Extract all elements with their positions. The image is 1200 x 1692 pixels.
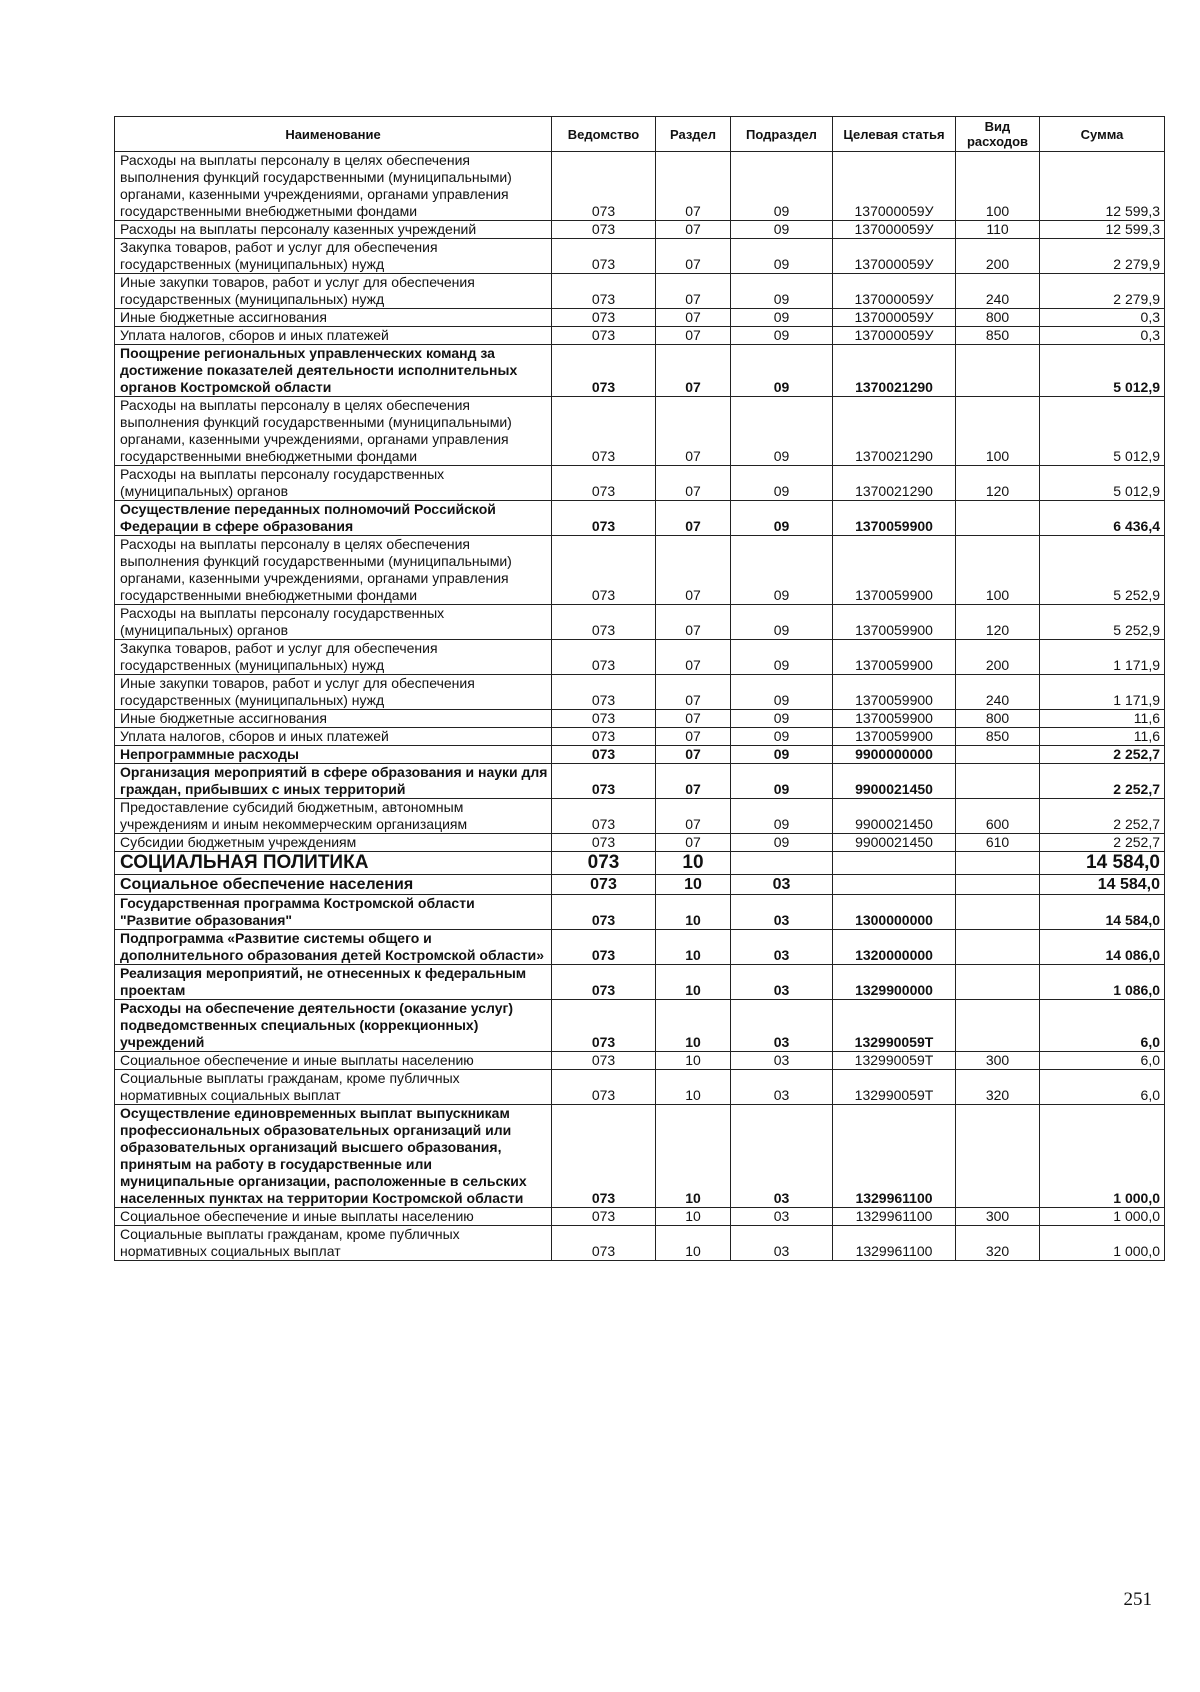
cell-name: Предоставление субсидий бюджетным, автономным учреждениям и иным некоммерческим организациям — [115, 799, 552, 834]
cell-podrazdel: 03 — [731, 1208, 833, 1226]
cell-razdel: 07 — [656, 710, 731, 728]
cell-vedomstvo: 073 — [552, 221, 656, 239]
cell-razdel: 07 — [656, 221, 731, 239]
cell-summa: 12 599,3 — [1040, 152, 1165, 221]
cell-vedomstvo: 073 — [552, 466, 656, 501]
cell-razdel: 07 — [656, 152, 731, 221]
cell-name: Расходы на выплаты персоналу государственных (муниципальных) органов — [115, 466, 552, 501]
table-row — [115, 501, 1165, 536]
header-name: Наименование — [115, 117, 552, 152]
cell-summa: 1 000,0 — [1040, 1226, 1165, 1261]
cell-vid-rashodov: 120 — [956, 466, 1040, 501]
table-row — [115, 536, 1165, 605]
cell-razdel: 07 — [656, 799, 731, 834]
cell-vid-rashodov — [956, 1000, 1040, 1052]
table-row — [115, 605, 1165, 640]
table-row — [115, 1070, 1165, 1105]
cell-celevaya-statya: 1370059900 — [833, 640, 956, 675]
cell-vid-rashodov — [956, 501, 1040, 536]
cell-summa: 6 436,4 — [1040, 501, 1165, 536]
table-row — [115, 152, 1165, 221]
cell-summa: 0,3 — [1040, 309, 1165, 327]
cell-name: Государственная программа Костромской области "Развитие образования" — [115, 895, 552, 930]
cell-name: Организация мероприятий в сфере образования и науки для граждан, прибывших с иных территорий — [115, 764, 552, 799]
cell-vedomstvo: 073 — [552, 930, 656, 965]
table-row — [115, 640, 1165, 675]
table-row — [115, 274, 1165, 309]
cell-name: Социальные выплаты гражданам, кроме публичных нормативных социальных выплат — [115, 1226, 552, 1261]
cell-name: Иные закупки товаров, работ и услуг для обеспечения государственных (муниципальных) нужд — [115, 274, 552, 309]
cell-summa: 6,0 — [1040, 1000, 1165, 1052]
cell-celevaya-statya: 9900021450 — [833, 799, 956, 834]
cell-podrazdel: 09 — [731, 764, 833, 799]
cell-razdel: 07 — [656, 345, 731, 397]
cell-name: Подпрограмма «Развитие системы общего и дополнительного образования детей Костромской области» — [115, 930, 552, 965]
cell-vid-rashodov: 110 — [956, 221, 1040, 239]
cell-razdel: 10 — [656, 1052, 731, 1070]
cell-summa: 5 252,9 — [1040, 536, 1165, 605]
cell-podrazdel: 09 — [731, 746, 833, 764]
table-row — [115, 309, 1165, 327]
cell-celevaya-statya: 137000059У — [833, 152, 956, 221]
cell-vedomstvo: 073 — [552, 274, 656, 309]
cell-celevaya-statya — [833, 875, 956, 895]
cell-vid-rashodov: 240 — [956, 675, 1040, 710]
table-row — [115, 746, 1165, 764]
cell-vedomstvo: 073 — [552, 1052, 656, 1070]
cell-vid-rashodov: 800 — [956, 710, 1040, 728]
cell-vid-rashodov: 240 — [956, 274, 1040, 309]
cell-vid-rashodov — [956, 1105, 1040, 1208]
cell-summa: 1 086,0 — [1040, 965, 1165, 1000]
cell-name: Расходы на выплаты персоналу государственных (муниципальных) органов — [115, 605, 552, 640]
cell-podrazdel: 03 — [731, 1000, 833, 1052]
cell-summa: 11,6 — [1040, 728, 1165, 746]
cell-name: Осуществление единовременных выплат выпускникам профессиональных образовательных организаций или образовательных организаций высшего образования, принятым на работу в государственные или муниципальные организации, расположенные в сельских населенных пунктах на территории Костромской области — [115, 1105, 552, 1208]
cell-name: Социальное обеспечение и иные выплаты населению — [115, 1208, 552, 1226]
cell-name: Закупка товаров, работ и услуг для обеспечения государственных (муниципальных) нужд — [115, 239, 552, 274]
cell-summa: 2 279,9 — [1040, 274, 1165, 309]
cell-vedomstvo: 073 — [552, 1208, 656, 1226]
cell-name: Субсидии бюджетным учреждениям — [115, 834, 552, 852]
cell-vid-rashodov: 120 — [956, 605, 1040, 640]
cell-name: Иные бюджетные ассигнования — [115, 710, 552, 728]
cell-podrazdel: 03 — [731, 895, 833, 930]
cell-name: Социальное обеспечение населения — [115, 875, 552, 895]
table-row — [115, 799, 1165, 834]
cell-celevaya-statya: 1300000000 — [833, 895, 956, 930]
cell-name: Поощрение региональных управленческих команд за достижение показателей деятельности исполнительных органов Костромской области — [115, 345, 552, 397]
cell-vedomstvo: 073 — [552, 239, 656, 274]
cell-vedomstvo: 073 — [552, 536, 656, 605]
table-row — [115, 1208, 1165, 1226]
cell-podrazdel: 09 — [731, 799, 833, 834]
cell-podrazdel: 09 — [731, 536, 833, 605]
cell-podrazdel: 03 — [731, 1226, 833, 1261]
table-row — [115, 834, 1165, 852]
cell-vedomstvo: 073 — [552, 799, 656, 834]
table-row — [115, 675, 1165, 710]
cell-razdel: 07 — [656, 640, 731, 675]
cell-summa: 11,6 — [1040, 710, 1165, 728]
cell-vid-rashodov — [956, 875, 1040, 895]
table-row — [115, 345, 1165, 397]
cell-vedomstvo: 073 — [552, 309, 656, 327]
cell-vedomstvo: 073 — [552, 501, 656, 536]
cell-name: Реализация мероприятий, не отнесенных к федеральным проектам — [115, 965, 552, 1000]
header-razdel: Раздел — [656, 117, 731, 152]
table-row — [115, 1226, 1165, 1261]
cell-name: Расходы на выплаты персоналу казенных учреждений — [115, 221, 552, 239]
cell-razdel: 10 — [656, 1226, 731, 1261]
cell-vid-rashodov: 850 — [956, 728, 1040, 746]
cell-summa: 5 012,9 — [1040, 466, 1165, 501]
cell-celevaya-statya: 132990059Т — [833, 1052, 956, 1070]
cell-razdel: 10 — [656, 965, 731, 1000]
table-row — [115, 1052, 1165, 1070]
cell-vid-rashodov: 800 — [956, 309, 1040, 327]
cell-celevaya-statya: 1370021290 — [833, 397, 956, 466]
cell-name: Иные бюджетные ассигнования — [115, 309, 552, 327]
cell-celevaya-statya — [833, 852, 956, 875]
cell-vedomstvo: 073 — [552, 605, 656, 640]
cell-razdel: 10 — [656, 930, 731, 965]
cell-podrazdel: 03 — [731, 1105, 833, 1208]
cell-vid-rashodov — [956, 852, 1040, 875]
cell-razdel: 10 — [656, 1208, 731, 1226]
table-row — [115, 965, 1165, 1000]
cell-vedomstvo: 073 — [552, 852, 656, 875]
cell-vedomstvo: 073 — [552, 965, 656, 1000]
cell-celevaya-statya: 1370059900 — [833, 728, 956, 746]
page-number: 251 — [1123, 1589, 1152, 1610]
cell-vid-rashodov: 610 — [956, 834, 1040, 852]
cell-vedomstvo: 073 — [552, 746, 656, 764]
table-row — [115, 1000, 1165, 1052]
cell-razdel: 10 — [656, 875, 731, 895]
table-row — [115, 221, 1165, 239]
cell-vedomstvo: 073 — [552, 1105, 656, 1208]
cell-vedomstvo: 073 — [552, 710, 656, 728]
cell-razdel: 07 — [656, 764, 731, 799]
cell-name: СОЦИАЛЬНАЯ ПОЛИТИКА — [115, 852, 552, 875]
cell-vedomstvo: 073 — [552, 152, 656, 221]
cell-podrazdel: 09 — [731, 274, 833, 309]
cell-celevaya-statya: 1370021290 — [833, 466, 956, 501]
table-row — [115, 852, 1165, 875]
cell-celevaya-statya: 9900021450 — [833, 834, 956, 852]
table-row — [115, 397, 1165, 466]
cell-celevaya-statya: 1329961100 — [833, 1208, 956, 1226]
cell-vid-rashodov: 100 — [956, 397, 1040, 466]
cell-razdel: 07 — [656, 274, 731, 309]
cell-podrazdel: 09 — [731, 152, 833, 221]
cell-razdel: 10 — [656, 895, 731, 930]
cell-summa: 2 252,7 — [1040, 834, 1165, 852]
cell-celevaya-statya: 137000059У — [833, 309, 956, 327]
cell-podrazdel: 03 — [731, 930, 833, 965]
cell-summa: 1 000,0 — [1040, 1208, 1165, 1226]
table-row — [115, 327, 1165, 345]
cell-vedomstvo: 073 — [552, 875, 656, 895]
cell-razdel: 07 — [656, 466, 731, 501]
cell-vedomstvo: 073 — [552, 1000, 656, 1052]
header-summa: Сумма — [1040, 117, 1165, 152]
table-row — [115, 895, 1165, 930]
cell-vedomstvo: 073 — [552, 327, 656, 345]
cell-summa: 2 279,9 — [1040, 239, 1165, 274]
cell-podrazdel: 09 — [731, 239, 833, 274]
cell-razdel: 07 — [656, 675, 731, 710]
cell-podrazdel: 03 — [731, 1070, 833, 1105]
cell-podrazdel: 09 — [731, 710, 833, 728]
cell-summa: 5 252,9 — [1040, 605, 1165, 640]
table-row — [115, 875, 1165, 895]
cell-podrazdel: 09 — [731, 397, 833, 466]
cell-razdel: 10 — [656, 852, 731, 875]
cell-name: Закупка товаров, работ и услуг для обеспечения государственных (муниципальных) нужд — [115, 640, 552, 675]
cell-celevaya-statya: 1370059900 — [833, 675, 956, 710]
cell-vid-rashodov: 200 — [956, 239, 1040, 274]
cell-summa: 6,0 — [1040, 1070, 1165, 1105]
table-row — [115, 710, 1165, 728]
cell-vedomstvo: 073 — [552, 397, 656, 466]
header-podrazdel: Подраздел — [731, 117, 833, 152]
cell-summa: 14 584,0 — [1040, 875, 1165, 895]
cell-vid-rashodov: 320 — [956, 1226, 1040, 1261]
table-row — [115, 1105, 1165, 1208]
cell-summa: 6,0 — [1040, 1052, 1165, 1070]
header-vid-rashodov: Вид расходов — [956, 117, 1040, 152]
table-body — [115, 152, 1165, 1261]
cell-celevaya-statya: 1370059900 — [833, 536, 956, 605]
cell-summa: 2 252,7 — [1040, 746, 1165, 764]
cell-summa: 1 000,0 — [1040, 1105, 1165, 1208]
cell-podrazdel: 09 — [731, 675, 833, 710]
cell-celevaya-statya: 1320000000 — [833, 930, 956, 965]
cell-celevaya-statya: 1329961100 — [833, 1226, 956, 1261]
cell-name: Иные закупки товаров, работ и услуг для обеспечения государственных (муниципальных) нужд — [115, 675, 552, 710]
cell-name: Социальные выплаты гражданам, кроме публичных нормативных социальных выплат — [115, 1070, 552, 1105]
cell-podrazdel: 03 — [731, 1052, 833, 1070]
cell-razdel: 10 — [656, 1105, 731, 1208]
cell-vid-rashodov: 300 — [956, 1052, 1040, 1070]
cell-podrazdel: 09 — [731, 327, 833, 345]
cell-podrazdel — [731, 852, 833, 875]
cell-vid-rashodov — [956, 895, 1040, 930]
cell-vedomstvo: 073 — [552, 764, 656, 799]
cell-name: Непрограммные расходы — [115, 746, 552, 764]
cell-summa: 2 252,7 — [1040, 799, 1165, 834]
cell-podrazdel: 09 — [731, 221, 833, 239]
cell-vid-rashodov: 600 — [956, 799, 1040, 834]
cell-razdel: 07 — [656, 397, 731, 466]
cell-summa: 2 252,7 — [1040, 764, 1165, 799]
cell-podrazdel: 09 — [731, 728, 833, 746]
cell-celevaya-statya: 1370059900 — [833, 501, 956, 536]
cell-podrazdel: 03 — [731, 875, 833, 895]
cell-vedomstvo: 073 — [552, 1070, 656, 1105]
cell-name: Расходы на выплаты персоналу в целях обеспечения выполнения функций государственными (муниципальными) органами, казенными учреждениями, органами управления государственными внебюджетными фондами — [115, 397, 552, 466]
cell-vid-rashodov: 300 — [956, 1208, 1040, 1226]
cell-summa: 1 171,9 — [1040, 675, 1165, 710]
cell-celevaya-statya: 1370059900 — [833, 710, 956, 728]
cell-name: Расходы на обеспечение деятельности (оказание услуг) подведомственных специальных (коррекционных) учреждений — [115, 1000, 552, 1052]
cell-summa: 1 171,9 — [1040, 640, 1165, 675]
cell-celevaya-statya: 9900021450 — [833, 764, 956, 799]
cell-summa: 14 086,0 — [1040, 930, 1165, 965]
cell-name: Социальное обеспечение и иные выплаты населению — [115, 1052, 552, 1070]
cell-razdel: 10 — [656, 1070, 731, 1105]
cell-vid-rashodov — [956, 965, 1040, 1000]
cell-vedomstvo: 073 — [552, 640, 656, 675]
cell-razdel: 07 — [656, 239, 731, 274]
cell-name: Уплата налогов, сборов и иных платежей — [115, 728, 552, 746]
cell-podrazdel: 09 — [731, 309, 833, 327]
cell-razdel: 07 — [656, 728, 731, 746]
header-celevaya-statya: Целевая статья — [833, 117, 956, 152]
cell-celevaya-statya: 137000059У — [833, 274, 956, 309]
cell-vid-rashodov — [956, 930, 1040, 965]
cell-vedomstvo: 073 — [552, 1226, 656, 1261]
cell-name: Осуществление переданных полномочий Российской Федерации в сфере образования — [115, 501, 552, 536]
cell-celevaya-statya: 1370059900 — [833, 605, 956, 640]
cell-celevaya-statya: 1329900000 — [833, 965, 956, 1000]
cell-vedomstvo: 073 — [552, 834, 656, 852]
header-vedomstvo: Ведомство — [552, 117, 656, 152]
cell-celevaya-statya: 1370021290 — [833, 345, 956, 397]
cell-summa: 14 584,0 — [1040, 852, 1165, 875]
table-header — [115, 117, 1165, 152]
cell-razdel: 07 — [656, 327, 731, 345]
table-row — [115, 764, 1165, 799]
cell-razdel: 07 — [656, 309, 731, 327]
cell-razdel: 07 — [656, 536, 731, 605]
cell-podrazdel: 09 — [731, 834, 833, 852]
cell-name: Расходы на выплаты персоналу в целях обеспечения выполнения функций государственными (муниципальными) органами, казенными учреждениями, органами управления государственными внебюджетными фондами — [115, 152, 552, 221]
table-row — [115, 239, 1165, 274]
cell-celevaya-statya: 1329961100 — [833, 1105, 956, 1208]
cell-vid-rashodov: 200 — [956, 640, 1040, 675]
cell-summa: 0,3 — [1040, 327, 1165, 345]
budget-table — [114, 116, 1165, 1261]
cell-vid-rashodov: 320 — [956, 1070, 1040, 1105]
cell-podrazdel: 09 — [731, 345, 833, 397]
cell-celevaya-statya: 137000059У — [833, 221, 956, 239]
cell-vid-rashodov — [956, 746, 1040, 764]
cell-summa: 5 012,9 — [1040, 345, 1165, 397]
cell-vedomstvo: 073 — [552, 728, 656, 746]
cell-summa: 12 599,3 — [1040, 221, 1165, 239]
cell-celevaya-statya: 132990059Т — [833, 1070, 956, 1105]
cell-podrazdel: 03 — [731, 965, 833, 1000]
cell-razdel: 07 — [656, 834, 731, 852]
cell-summa: 5 012,9 — [1040, 397, 1165, 466]
cell-podrazdel: 09 — [731, 640, 833, 675]
cell-celevaya-statya: 132990059Т — [833, 1000, 956, 1052]
cell-summa: 14 584,0 — [1040, 895, 1165, 930]
cell-celevaya-statya: 137000059У — [833, 239, 956, 274]
cell-vedomstvo: 073 — [552, 345, 656, 397]
cell-vedomstvo: 073 — [552, 675, 656, 710]
cell-podrazdel: 09 — [731, 466, 833, 501]
cell-celevaya-statya: 137000059У — [833, 327, 956, 345]
table-row — [115, 930, 1165, 965]
cell-podrazdel: 09 — [731, 501, 833, 536]
table-row — [115, 728, 1165, 746]
table-row — [115, 466, 1165, 501]
cell-podrazdel: 09 — [731, 605, 833, 640]
cell-vedomstvo: 073 — [552, 895, 656, 930]
cell-name: Уплата налогов, сборов и иных платежей — [115, 327, 552, 345]
cell-celevaya-statya: 9900000000 — [833, 746, 956, 764]
cell-razdel: 07 — [656, 605, 731, 640]
cell-vid-rashodov — [956, 345, 1040, 397]
cell-name: Расходы на выплаты персоналу в целях обеспечения выполнения функций государственными (муниципальными) органами, казенными учреждениями, органами управления государственными внебюджетными фондами — [115, 536, 552, 605]
cell-razdel: 10 — [656, 1000, 731, 1052]
cell-razdel: 07 — [656, 746, 731, 764]
cell-vid-rashodov: 100 — [956, 536, 1040, 605]
cell-vid-rashodov: 850 — [956, 327, 1040, 345]
cell-vid-rashodov: 100 — [956, 152, 1040, 221]
cell-razdel: 07 — [656, 501, 731, 536]
cell-vid-rashodov — [956, 764, 1040, 799]
